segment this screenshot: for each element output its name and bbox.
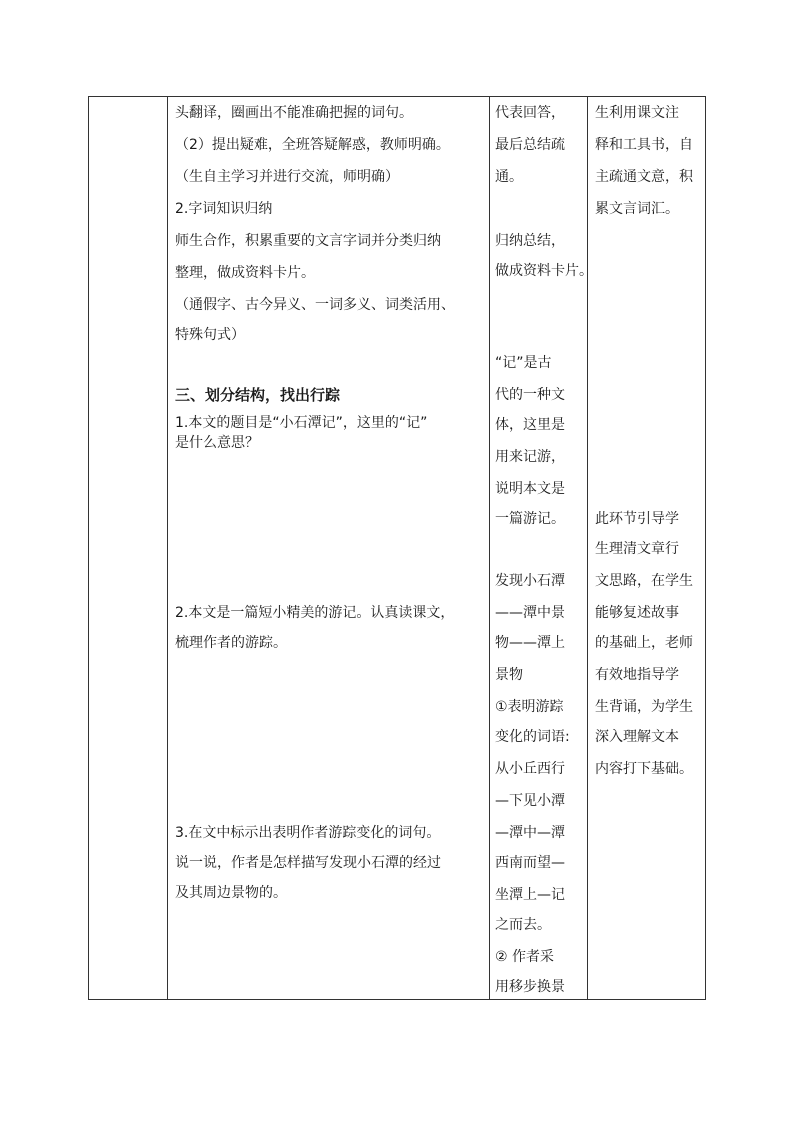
student-column (495, 97, 593, 999)
intent-line: 有效地指导学 (595, 667, 679, 683)
student-line: 归纳总结， (495, 233, 565, 249)
student-line: 从小丘西行 (495, 761, 565, 777)
student-line: 发现小石潭 (495, 573, 565, 589)
activity-line: （2）提出疑难，全班答疑解惑，教师明确。 (175, 137, 450, 153)
student-line: 一篇游记。 (495, 511, 565, 527)
activity-line: 头翻译，圈画出不能准确把握的词句。 (175, 105, 413, 121)
student-line: 体，这里是 (495, 417, 565, 433)
activity-line: 2.本文是一篇短小精美的游记。认真读课文， (175, 605, 455, 621)
intent-column (595, 97, 703, 999)
student-line: 说明本文是 (495, 481, 565, 497)
activity-line: （通假字、古今异义、一词多义、词类活用、 (175, 297, 455, 313)
column-divider (587, 97, 588, 999)
intent-line: 此环节引导学 (595, 511, 679, 527)
intent-line: 的基础上，老师 (595, 635, 693, 651)
student-line: —潭中—潭 (495, 825, 565, 841)
activity-line: 梳理作者的游踪。 (175, 635, 287, 651)
student-line: 物——潭上 (495, 635, 565, 651)
student-line: 之而去。 (495, 917, 551, 933)
intent-line: 能够复述故事 (595, 605, 679, 621)
column-divider (167, 97, 168, 999)
intent-line: 生利用课文注 (595, 105, 679, 121)
student-line: 做成资料卡片。 (495, 263, 593, 279)
student-line: 代表回答， (495, 105, 565, 121)
intent-line: 主疏通文意，积 (595, 169, 693, 185)
activity-line: 特殊句式） (175, 327, 245, 343)
student-line: 西南而望— (495, 855, 565, 871)
activity-line: 整理，做成资料卡片。 (175, 265, 315, 281)
activity-line: （生自主学习并进行交流，师明确） (175, 169, 399, 185)
activity-line: 2.字词知识归纳 (175, 201, 273, 217)
intent-line: 文思路，在学生 (595, 573, 693, 589)
student-line: “记”是古 (495, 355, 552, 371)
student-line: 坐潭上—记 (495, 887, 565, 903)
section-heading: 三、划分结构，找出行踪 (175, 386, 341, 404)
student-line: 代的一种文 (495, 387, 565, 403)
activity-line: 是什么意思？ (175, 435, 259, 451)
student-line: ② 作者采 (495, 949, 555, 965)
student-line: ——潭中景 (495, 605, 565, 621)
student-line: 最后总结疏 (495, 137, 565, 153)
student-line: ①表明游踪 (495, 699, 564, 715)
activity-line: 说一说，作者是怎样描写发现小石潭的经过 (175, 855, 441, 871)
intent-line: 生背诵，为学生 (595, 699, 693, 715)
activity-line: 3.在文中标示出表明作者游踪变化的词句。 (175, 825, 441, 841)
intent-line: 内容打下基础。 (595, 761, 693, 777)
intent-line: 生理清文章行 (595, 541, 679, 557)
student-line: 用移步换景 (495, 979, 565, 995)
student-line: 通。 (495, 169, 523, 185)
activity-column (175, 97, 485, 999)
student-line: 用来记游， (495, 449, 565, 465)
lesson-plan-table (88, 96, 706, 1000)
student-line: —下见小潭 (495, 793, 565, 809)
activity-line: 1.本文的题目是“小石潭记”，这里的“记” (175, 415, 428, 431)
intent-line: 释和工具书，自 (595, 137, 693, 153)
intent-line: 累文言词汇。 (595, 201, 679, 217)
activity-line: 师生合作，积累重要的文言字词并分类归纳 (175, 233, 441, 249)
column-divider (489, 97, 490, 999)
student-line: 景物 (495, 667, 523, 683)
activity-line: 及其周边景物的。 (175, 885, 287, 901)
student-line: 变化的词语: (495, 729, 570, 745)
intent-line: 深入理解文本 (595, 729, 679, 745)
